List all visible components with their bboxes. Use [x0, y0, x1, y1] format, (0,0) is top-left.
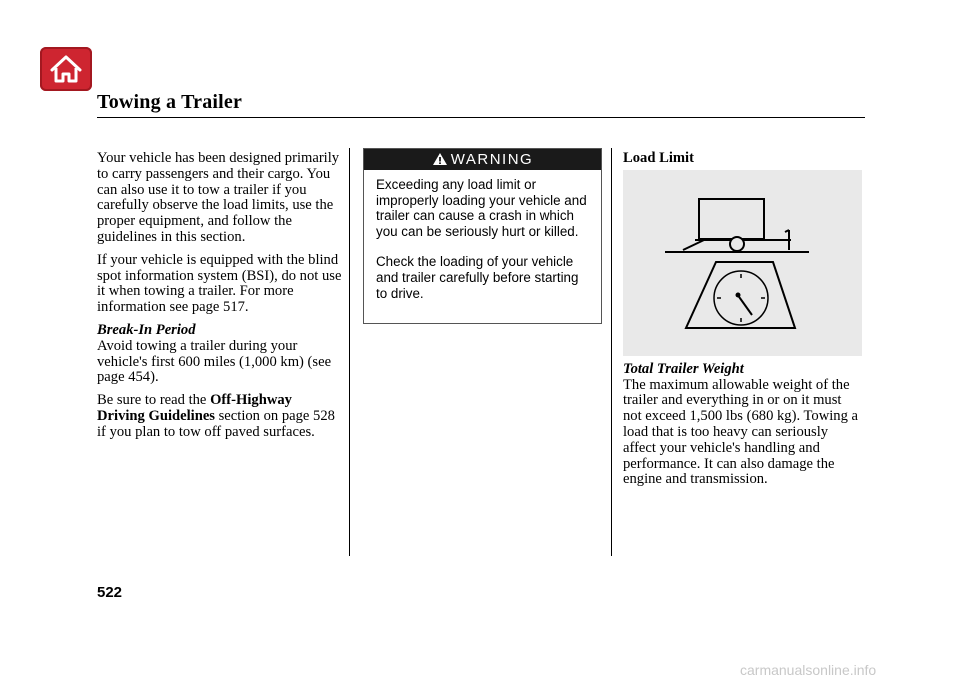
intro-paragraph: Your vehicle has been designed primarily to carry passengers and their cargo. You can also use it to tow a trailer if you carefully observe the load limits, use the proper equipment, and follow the guidelines in this section.	[97, 150, 340, 245]
warning-body	[364, 170, 601, 301]
break-in-heading: Break-In Period	[97, 321, 196, 338]
title-divider	[97, 117, 865, 118]
offroad-post: section on page 528 if you plan to tow off paved surfaces.	[97, 407, 335, 440]
break-in-section	[97, 323, 342, 386]
offroad-pre: Be sure to read the	[97, 392, 211, 409]
offroad-link[interactable]: Off-Highway Driving Guidelines	[97, 392, 292, 424]
total-trailer-weight-heading: Total Trailer Weight	[623, 360, 744, 377]
offroad-paragraph	[97, 393, 342, 440]
load-limit-heading: Load Limit	[623, 150, 694, 166]
load-limit-column	[623, 151, 863, 488]
break-in-text: Avoid towing a trailer during your vehicle's first 600 miles (1,000 km) (see page 454).	[97, 337, 332, 386]
page-title: Towing a Trailer	[97, 91, 243, 113]
trailer-diagram	[623, 170, 862, 356]
home-button[interactable]	[40, 47, 92, 91]
warning-label: WARNING	[450, 151, 534, 168]
bsi-paragraph: If your vehicle is equipped with the blind spot information system (BSI), do not use it when towing a trailer. For more information see page 517.	[97, 251, 342, 316]
warning-triangle-icon	[432, 152, 448, 166]
total-trailer-weight-text: The maximum allowable weight of the trailer and everything in or on it must not exceed 1,500 lbs (680 kg). Towing a load that is too heavy can seriously affect your vehicle's handling and performance. It can also damage the engine and transmission.	[623, 376, 859, 488]
intro-column	[97, 151, 342, 448]
home-icon	[40, 47, 92, 91]
column-divider-2	[611, 148, 612, 556]
column-divider-1	[349, 148, 350, 556]
page-number: 522	[97, 584, 123, 601]
warning-box	[363, 148, 602, 324]
trailer-on-scale-icon	[623, 170, 862, 356]
warning-paragraph-1: Exceeding any load limit or improperly loading your vehicle and trailer can cause a crash in which you can be seriously hurt or killed.	[376, 177, 587, 239]
warning-header	[364, 149, 601, 170]
warning-paragraph-2: Check the loading of your vehicle and trailer carefully before starting to drive.	[376, 254, 579, 301]
watermark: carmanualsonline.info	[740, 662, 877, 678]
